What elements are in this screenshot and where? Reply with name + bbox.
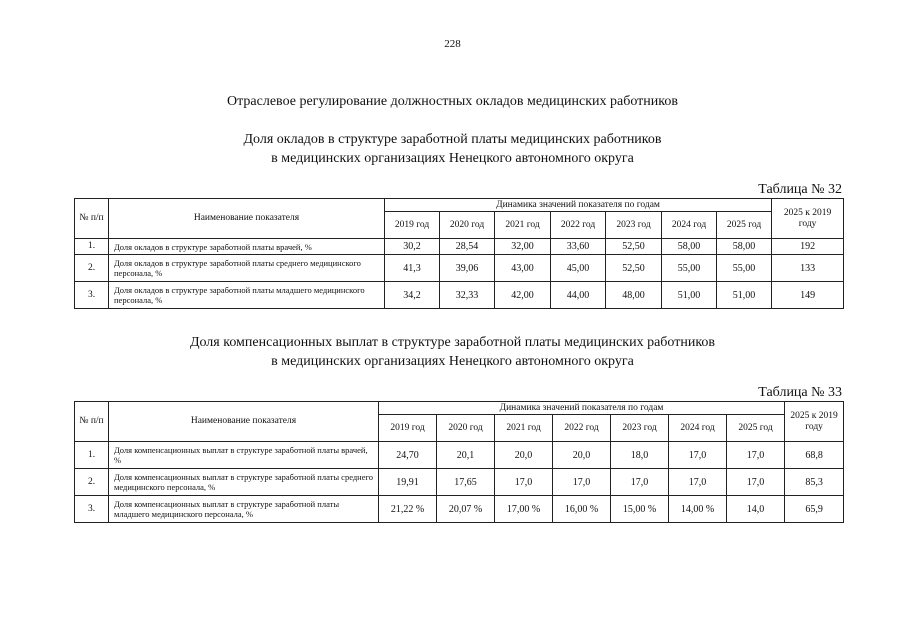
- row-name: Доля окладов в структуре заработной платы врачей, %: [109, 239, 385, 255]
- subtitle-line: Доля компенсационных выплат в структуре заработной платы медицинских работников: [189, 335, 716, 350]
- table-33-caption: Таблица № 33: [758, 385, 842, 400]
- cell-value: 41,3: [385, 255, 440, 282]
- row-num: 3.: [75, 496, 109, 523]
- cell-value: 44,00: [551, 282, 606, 309]
- cell-value: 17,0: [727, 442, 785, 469]
- row-name: Доля компенсационных выплат в структуре заработной платы младшего медицинского персонала, %: [109, 496, 379, 523]
- table-row: [75, 255, 844, 282]
- cell-value: 14,0: [727, 496, 785, 523]
- cell-value: 17,0: [669, 469, 727, 496]
- header-num: № п/п: [75, 402, 109, 442]
- cell-value: 55,00: [717, 255, 772, 282]
- header-group: Динамика значений показателя по годам: [385, 199, 772, 212]
- row-num: 1.: [75, 239, 109, 255]
- cell-value: 32,00: [495, 239, 551, 255]
- cell-value: 34,2: [385, 282, 440, 309]
- cell-value: 28,54: [440, 239, 495, 255]
- cell-value: 32,33: [440, 282, 495, 309]
- cell-value: 17,0: [495, 469, 553, 496]
- cell-value: 55,00: [662, 255, 717, 282]
- cell-value: 16,00 %: [553, 496, 611, 523]
- table-32: [74, 198, 844, 309]
- header-year: 2023 год: [606, 212, 662, 239]
- cell-value: 45,00: [551, 255, 606, 282]
- header-year: 2025 год: [717, 212, 772, 239]
- cell-value: 21,22 %: [379, 496, 437, 523]
- cell-value: 51,00: [662, 282, 717, 309]
- table-33-subtitle: [0, 333, 905, 371]
- cell-value: 17,0: [553, 469, 611, 496]
- cell-value: 52,50: [606, 239, 662, 255]
- cell-value: 17,0: [727, 469, 785, 496]
- table-32-subtitle: [0, 130, 905, 168]
- header-group: Динамика значений показателя по годам: [379, 402, 785, 415]
- cell-value: 18,0: [611, 442, 669, 469]
- cell-value: 20,1: [437, 442, 495, 469]
- cell-value: 42,00: [495, 282, 551, 309]
- table-row: [75, 469, 844, 496]
- header-ratio: 2025 к 2019 году: [785, 402, 844, 442]
- cell-value: 24,70: [379, 442, 437, 469]
- cell-value: 33,60: [551, 239, 606, 255]
- cell-value: 43,00: [495, 255, 551, 282]
- cell-value: 52,50: [606, 255, 662, 282]
- row-num: 1.: [75, 442, 109, 469]
- header-num: № п/п: [75, 199, 109, 239]
- cell-value: 39,06: [440, 255, 495, 282]
- row-name: Доля окладов в структуре заработной платы младшего медицинского персонала, %: [109, 282, 385, 309]
- cell-value: 30,2: [385, 239, 440, 255]
- header-year: 2021 год: [495, 415, 553, 442]
- cell-value: 51,00: [717, 282, 772, 309]
- cell-ratio: 192: [772, 239, 844, 255]
- cell-value: 17,00 %: [495, 496, 553, 523]
- header-year: 2023 год: [611, 415, 669, 442]
- row-name: Доля компенсационных выплат в структуре заработной платы врачей, %: [109, 442, 379, 469]
- cell-value: 17,65: [437, 469, 495, 496]
- header-year: 2022 год: [553, 415, 611, 442]
- table-33: [74, 401, 844, 523]
- subtitle-line: в медицинских организациях Ненецкого автономного округа: [271, 151, 634, 166]
- cell-value: 20,0: [495, 442, 553, 469]
- header-year: 2022 год: [551, 212, 606, 239]
- table-row: [75, 239, 844, 255]
- table-row: [75, 496, 844, 523]
- header-name: Наименование показателя: [109, 402, 379, 442]
- header-year: 2020 год: [440, 212, 495, 239]
- cell-value: 20,07 %: [437, 496, 495, 523]
- cell-value: 58,00: [717, 239, 772, 255]
- header-year: 2021 год: [495, 212, 551, 239]
- row-name: Доля компенсационных выплат в структуре заработной платы среднего медицинского персонала, %: [109, 469, 379, 496]
- cell-value: 58,00: [662, 239, 717, 255]
- cell-value: 17,0: [669, 442, 727, 469]
- table-row: [75, 442, 844, 469]
- header-year: 2019 год: [385, 212, 440, 239]
- subtitle-line: в медицинских организациях Ненецкого автономного округа: [271, 354, 634, 369]
- cell-value: 17,0: [611, 469, 669, 496]
- cell-ratio: 85,3: [785, 469, 844, 496]
- cell-ratio: 149: [772, 282, 844, 309]
- header-year: 2020 год: [437, 415, 495, 442]
- main-title: Отраслевое регулирование должностных окладов медицинских работников: [227, 94, 678, 109]
- header-year: 2025 год: [727, 415, 785, 442]
- header-ratio: 2025 к 2019 году: [772, 199, 844, 239]
- cell-value: 15,00 %: [611, 496, 669, 523]
- cell-ratio: 133: [772, 255, 844, 282]
- header-year: 2024 год: [669, 415, 727, 442]
- table-row: [75, 282, 844, 309]
- header-name: Наименование показателя: [109, 199, 385, 239]
- cell-value: 14,00 %: [669, 496, 727, 523]
- header-year: 2024 год: [662, 212, 717, 239]
- page-number: 228: [444, 38, 461, 50]
- row-name: Доля окладов в структуре заработной платы среднего медицинского персонала, %: [109, 255, 385, 282]
- subtitle-line: Доля окладов в структуре заработной платы медицинских работников: [243, 132, 662, 147]
- cell-value: 20,0: [553, 442, 611, 469]
- cell-value: 19,91: [379, 469, 437, 496]
- table-32-caption: Таблица № 32: [758, 182, 842, 197]
- cell-ratio: 68,8: [785, 442, 844, 469]
- row-num: 2.: [75, 255, 109, 282]
- cell-ratio: 65,9: [785, 496, 844, 523]
- header-year: 2019 год: [379, 415, 437, 442]
- row-num: 2.: [75, 469, 109, 496]
- cell-value: 48,00: [606, 282, 662, 309]
- row-num: 3.: [75, 282, 109, 309]
